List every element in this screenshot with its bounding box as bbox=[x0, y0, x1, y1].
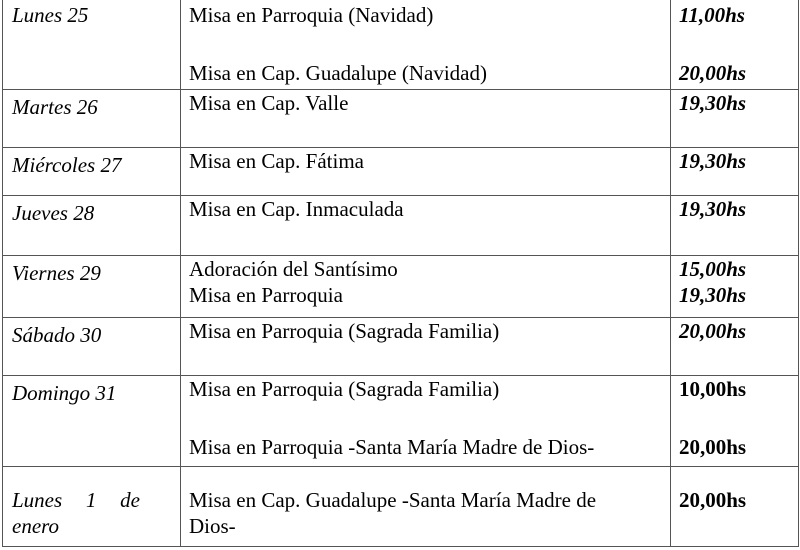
day-word: Lunes bbox=[12, 487, 63, 512]
mass-schedule-table bbox=[2, 0, 799, 547]
event-cell bbox=[181, 147, 671, 195]
event-cell bbox=[181, 466, 671, 546]
event-label: Misa en Parroquia (Sagrada Familia) bbox=[189, 318, 500, 343]
day-label: Sábado 30 bbox=[12, 322, 102, 347]
day-cell bbox=[3, 466, 181, 546]
table-row bbox=[3, 466, 799, 546]
time-cell bbox=[671, 317, 799, 375]
event-cell bbox=[181, 195, 671, 255]
table-row bbox=[3, 147, 799, 195]
day-cell bbox=[3, 375, 181, 466]
time-label: 20,00hs bbox=[679, 487, 747, 512]
time-cell bbox=[671, 375, 799, 466]
event-label: Misa en Cap. Guadalupe (Navidad) bbox=[189, 61, 487, 85]
time-cell bbox=[671, 0, 799, 89]
event-cell bbox=[181, 317, 671, 375]
table-row bbox=[3, 89, 799, 147]
event-cell bbox=[181, 0, 671, 89]
day-label: Viernes 29 bbox=[12, 260, 101, 285]
time-label: 20,00hs bbox=[679, 318, 747, 343]
time-label: 15,00hs bbox=[679, 256, 747, 281]
day-label: Domingo 31 bbox=[12, 380, 117, 405]
event-label: Misa en Cap. Valle bbox=[189, 90, 349, 115]
time-label: 19,30hs bbox=[679, 196, 747, 221]
table-row bbox=[3, 375, 799, 466]
table-row bbox=[3, 0, 799, 89]
time-label: 19,30hs bbox=[679, 282, 747, 307]
event-label: Adoración del Santísimo bbox=[189, 256, 398, 281]
time-label: 20,00hs bbox=[679, 61, 747, 85]
event-cell bbox=[181, 89, 671, 147]
event-label: Misa en Parroquia (Navidad) bbox=[189, 3, 434, 27]
time-label: 10,00hs bbox=[679, 376, 747, 401]
day-label bbox=[12, 487, 140, 513]
day-label: Lunes 25 bbox=[12, 3, 89, 27]
time-label: 19,30hs bbox=[679, 148, 747, 173]
table-row bbox=[3, 317, 799, 375]
day-label: Jueves 28 bbox=[12, 200, 95, 225]
time-cell bbox=[671, 255, 799, 317]
event-label: Dios- bbox=[189, 513, 236, 538]
event-label: Misa en Cap. Inmaculada bbox=[189, 196, 404, 221]
event-label: Misa en Parroquia (Sagrada Familia) bbox=[189, 376, 500, 401]
day-cell bbox=[3, 317, 181, 375]
time-label: 19,30hs bbox=[679, 90, 747, 115]
time-cell bbox=[671, 195, 799, 255]
day-cell bbox=[3, 255, 181, 317]
event-label: Misa en Cap. Fátima bbox=[189, 148, 364, 173]
event-cell bbox=[181, 255, 671, 317]
event-label: Misa en Parroquia bbox=[189, 282, 343, 307]
day-label: Martes 26 bbox=[12, 94, 98, 119]
day-cell bbox=[3, 89, 181, 147]
time-cell bbox=[671, 89, 799, 147]
time-cell bbox=[671, 147, 799, 195]
event-cell bbox=[181, 375, 671, 466]
day-word: de bbox=[120, 487, 140, 512]
time-label: 20,00hs bbox=[679, 434, 747, 459]
day-word: 1 bbox=[85, 487, 97, 512]
day-cell bbox=[3, 195, 181, 255]
time-label: 11,00hs bbox=[679, 3, 745, 27]
event-label: Misa en Parroquia -Santa María Madre de Dios- bbox=[189, 434, 595, 459]
day-label-continued: enero bbox=[12, 513, 60, 538]
day-cell bbox=[3, 147, 181, 195]
day-label: Miércoles 27 bbox=[12, 152, 122, 177]
day-cell bbox=[3, 0, 181, 89]
table-row bbox=[3, 255, 799, 317]
event-label: Misa en Cap. Guadalupe -Santa María Madre de bbox=[189, 487, 597, 512]
time-cell bbox=[671, 466, 799, 546]
table-row bbox=[3, 195, 799, 255]
